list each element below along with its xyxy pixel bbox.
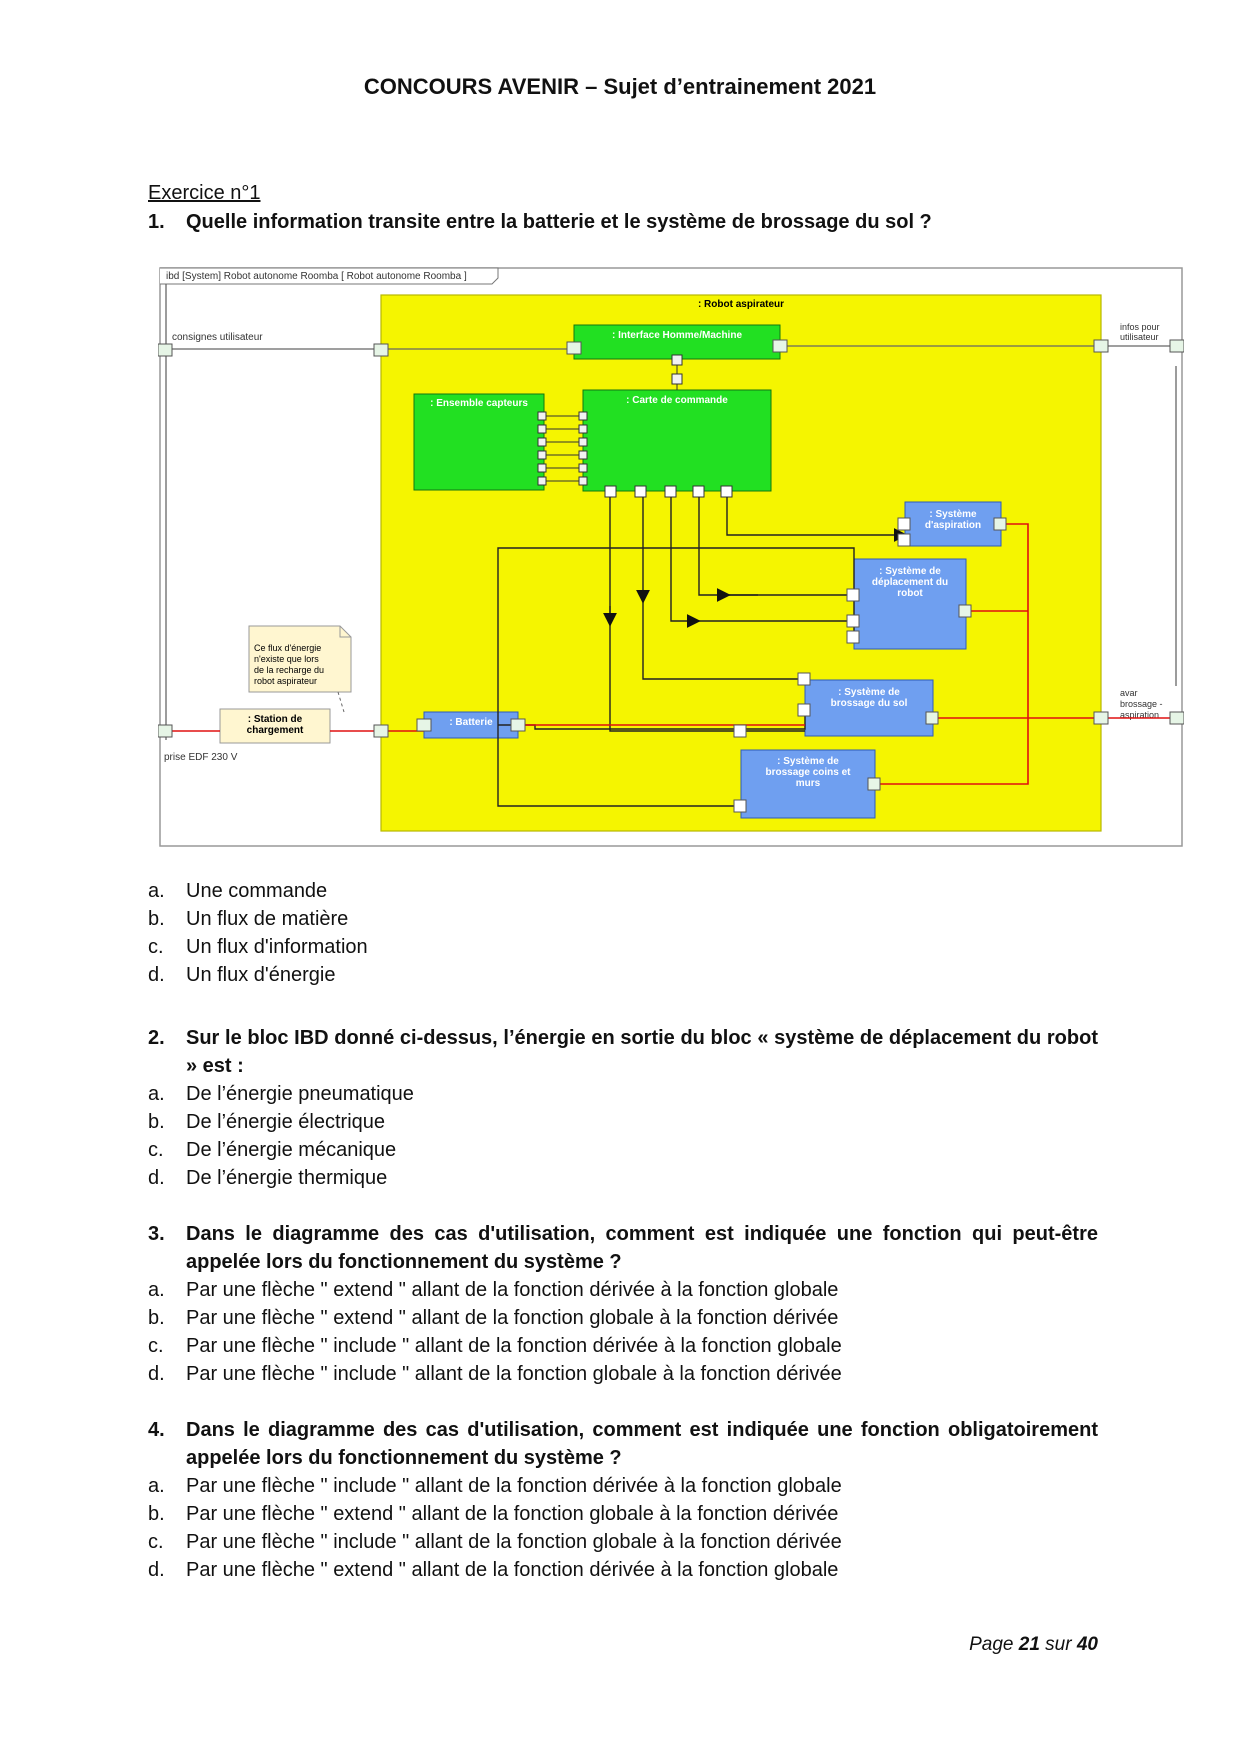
brossage-sol-label-1: : Système de [838,687,900,698]
option-letter: d. [148,1167,165,1189]
option-letter: d. [148,1363,165,1385]
option-text: Par une flèche " include " allant de la fonction globale à la fonction dérivée [186,1531,842,1553]
option [148,1108,1098,1136]
option-letter: d. [148,1559,165,1581]
batterie-label: : Batterie [449,717,493,728]
question-number: 4. [148,1419,165,1441]
question-text: Dans le diagramme des cas d'utilisation, comment est indiquée une fonction qui peut-être appelée lors du fonctionnement du système ? [186,1223,1098,1273]
option-letter: c. [148,1335,164,1357]
deplacement-label-1: : Système de [879,566,941,577]
question-number: 2. [148,1027,165,1049]
option-letter: a. [148,1475,165,1497]
option-text: Un flux d'énergie [186,964,336,986]
option [148,877,1098,905]
option-text: Une commande [186,880,328,902]
footer-total-pages: 40 [1076,1634,1098,1655]
option [148,1556,1098,1584]
option-text: Un flux de matière [186,908,349,930]
option-text: Un flux d'information [186,936,368,958]
option-text: Par une flèche " extend " allant de la fonction globale à la fonction dérivée [186,1503,839,1525]
option [148,1080,1098,1108]
option-letter: a. [148,1279,165,1301]
footer-page-number: 21 [1018,1634,1040,1655]
footer-prefix: Page [969,1634,1014,1655]
option [148,961,1098,989]
option-text: Par une flèche " include " allant de la fonction globale à la fonction dérivée [186,1363,842,1385]
question-4-options [148,1472,1098,1584]
question-text: Sur le bloc IBD donné ci-dessus, l’énergie en sortie du bloc « système de déplacement du robot » est : [186,1027,1098,1077]
question-4 [148,1416,1098,1472]
question-2-options [148,1080,1098,1192]
option-text: De l’énergie pneumatique [186,1083,414,1105]
option-text: Par une flèche " extend " allant de la fonction globale à la fonction dérivée [186,1307,839,1329]
option-text: De l’énergie électrique [186,1111,386,1133]
option-letter: c. [148,1531,164,1553]
option-letter: b. [148,1503,165,1525]
option [148,1528,1098,1556]
page-footer [969,1634,1098,1656]
question-3 [148,1220,1098,1276]
brossage-sol-label-2: brossage du sol [830,698,908,709]
option-letter: c. [148,936,164,958]
note-line-3: de la recharge du [254,665,325,675]
infos-label-1: infos pour [1120,322,1160,332]
question-number: 3. [148,1223,165,1245]
question-3-options [148,1276,1098,1388]
avar-label-2: brossage - [1120,699,1163,709]
option-letter: d. [148,964,165,986]
option-text: Par une flèche " extend " allant de la fonction dérivée à la fonction globale [186,1559,839,1581]
option [148,1276,1098,1304]
footer-sep: sur [1045,1634,1072,1655]
option-text: De l’énergie mécanique [186,1139,397,1161]
option [148,1332,1098,1360]
note-line-2: n'existe que lors [254,654,319,664]
brossage-coins-label-1: : Système de [777,756,839,767]
option-text: De l’énergie thermique [186,1167,388,1189]
option [148,933,1098,961]
station-label-2: chargement [246,725,304,736]
carte-label: : Carte de commande [626,395,728,406]
prise-label: prise EDF 230 V [164,752,238,763]
option [148,1500,1098,1528]
option-letter: c. [148,1139,164,1161]
option-letter: b. [148,908,165,930]
option [148,905,1098,933]
consignes-label: consignes utilisateur [172,332,263,343]
brossage-coins-label-2: brossage coins et [765,767,851,778]
brossage-coins-label-3: murs [795,778,821,789]
infos-label-2: utilisateur [1120,332,1159,342]
aspiration-label-2: d'aspiration [924,520,982,531]
capteurs-label: : Ensemble capteurs [430,398,528,409]
aspiration-label-1: : Système [929,509,977,520]
question-2 [148,1024,1098,1080]
question-text: Quelle information transite entre la batterie et le système de brossage du sol ? [186,211,932,233]
ihm-label: : Interface Homme/Machine [611,330,743,341]
option-text: Par une flèche " include " allant de la fonction dérivée à la fonction globale [186,1335,842,1357]
option-text: Par une flèche " include " allant de la fonction dérivée à la fonction globale [186,1475,842,1497]
question-1 [148,208,1098,236]
deplacement-label-3: robot [897,588,923,599]
avar-label-3: aspiration [1120,710,1160,720]
note-line-1: Ce flux d'énergie [254,643,322,653]
question-number: 1. [148,211,165,233]
deplacement-label-2: déplacement du [871,577,949,588]
page-header-title: CONCOURS AVENIR – Sujet d’entrainement 2021 [363,74,877,99]
option-text: Par une flèche " extend " allant de la fonction dérivée à la fonction globale [186,1279,839,1301]
option [148,1164,1098,1192]
option [148,1472,1098,1500]
option [148,1136,1098,1164]
note-line-4: robot aspirateur [254,676,318,686]
station-label-1: : Station de [247,714,303,725]
option-letter: b. [148,1307,165,1329]
ibd-diagram [158,266,1184,850]
option-letter: a. [148,880,165,902]
option [148,1360,1098,1388]
robot-aspirateur-label: : Robot aspirateur [697,299,785,310]
ibd-frame-label: ibd [System] Robot autonome Roomba [ Robot autonome Roomba ] [166,271,467,282]
option [148,1304,1098,1332]
option-letter: b. [148,1111,165,1133]
question-1-options [148,877,1098,989]
exercise-title: Exercice n°1 [148,182,261,204]
option-letter: a. [148,1083,165,1105]
avar-label-1: avar [1120,688,1138,698]
question-text: Dans le diagramme des cas d'utilisation, comment est indiquée une fonction obligatoirement appelée lors du fonctionnement du système ? [186,1419,1098,1469]
